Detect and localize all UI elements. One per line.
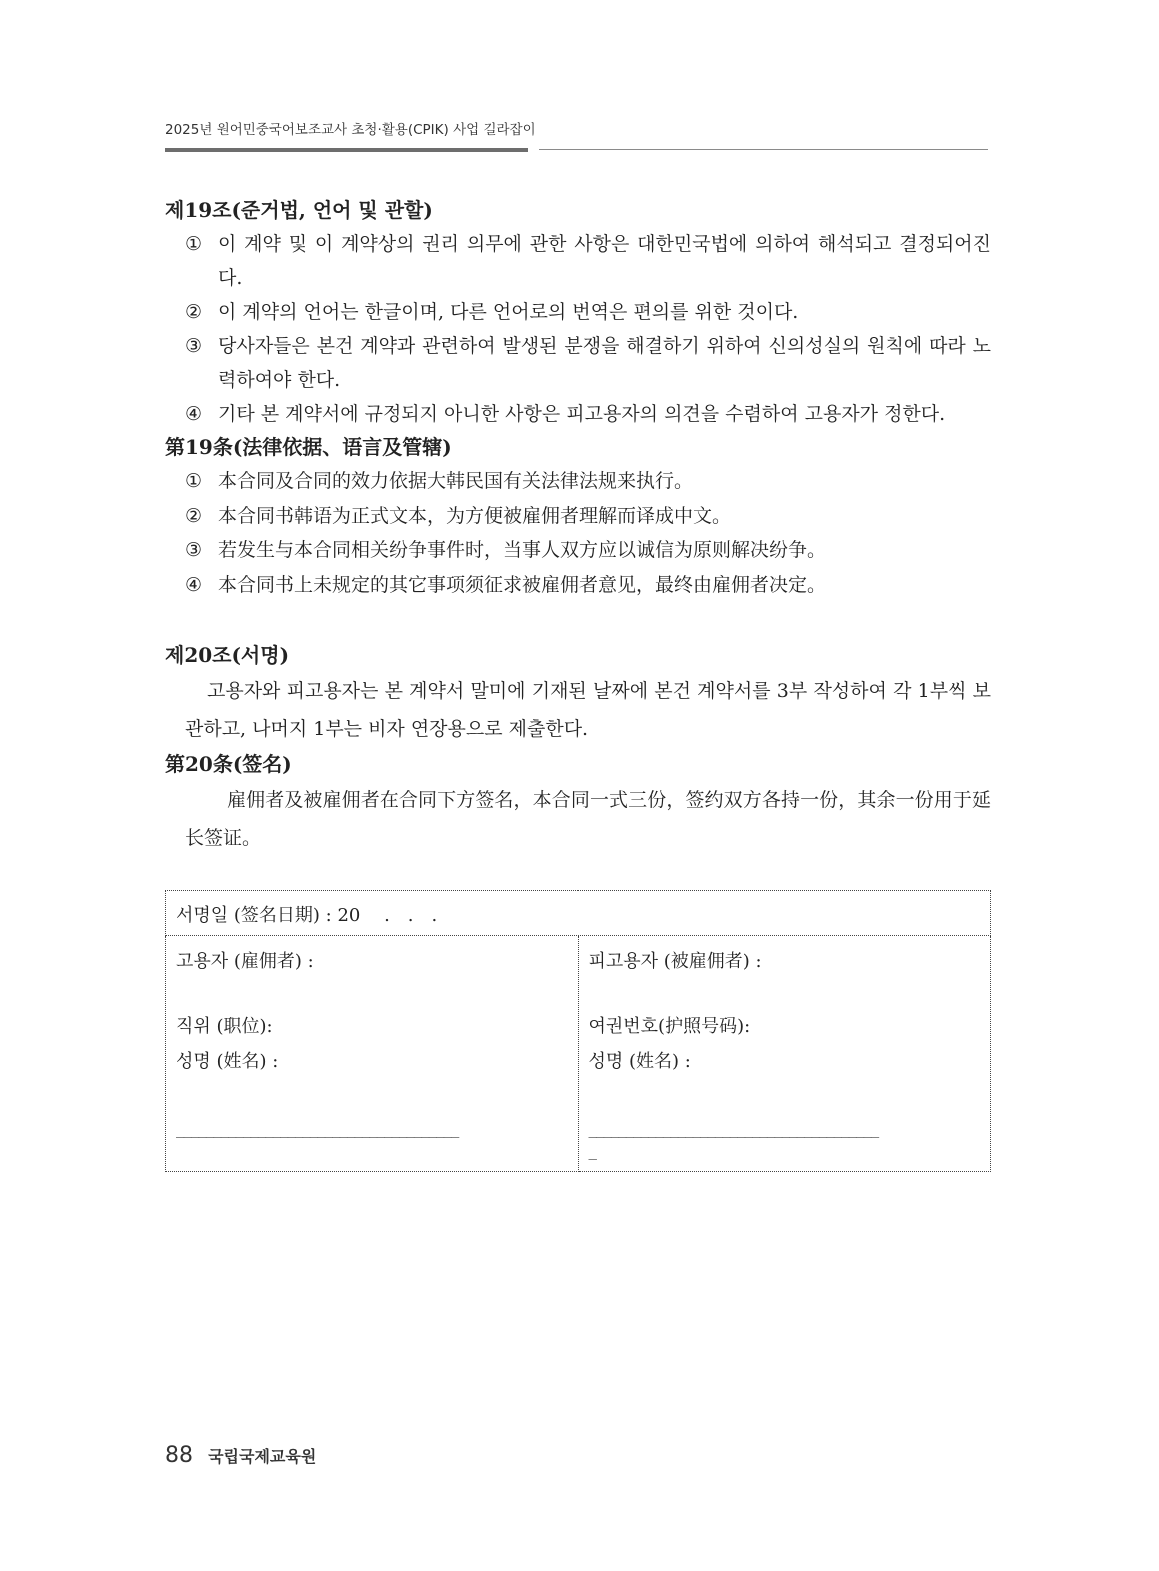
item-number: ③ — [185, 539, 203, 561]
employee-signature-line-overflow: _ — [588, 1144, 596, 1160]
item-number: ④ — [185, 403, 203, 425]
article20-zh-heading: 第20条(签名) — [165, 752, 292, 776]
employer-name: 성명 (姓名) : — [176, 1051, 279, 1072]
item-number: ① — [185, 470, 203, 492]
article19-ko-item — [165, 397, 991, 431]
item-text: 本合同书上未规定的其它事项须征求被雇佣者意见，最终由雇佣者决定。 — [218, 573, 827, 596]
item-text: 本合同书韩语为正式文本，为方便被雇佣者理解而译成中文。 — [218, 504, 732, 527]
article19-ko-item — [165, 295, 991, 329]
article19-zh-item — [165, 568, 991, 603]
employee-signature-line: _______________________________________ — [588, 1122, 879, 1138]
article19-zh-item — [165, 464, 991, 499]
employee-signature-cell — [578, 936, 991, 1172]
employer-label: 고용자 (雇佣者) : — [176, 951, 314, 972]
article19-zh-item — [165, 499, 991, 534]
employer-signature-line: ______________________________________ — [176, 1122, 459, 1138]
article20-ko-heading: 제20조(서명) — [165, 643, 290, 667]
item-text: 이 계약의 언어는 한글이며, 다른 언어로의 번역은 편의를 위한 것이다. — [218, 301, 799, 323]
header-rule-thin — [539, 149, 988, 150]
employee-label: 피고용자 (被雇佣者) : — [588, 951, 762, 972]
item-text: 당사자들은 본건 계약과 관련하여 발생된 분쟁을 해결하기 위하여 신의성실의 원칙에 따라 노력하여야 한다. — [218, 335, 991, 391]
item-number: ③ — [185, 335, 203, 357]
employee-name: 성명 (姓名) : — [588, 1051, 691, 1072]
employee-passport: 여권번호(护照号码): — [588, 1016, 751, 1037]
item-number: ② — [185, 504, 203, 527]
header-rule-thick — [165, 148, 528, 152]
item-number: ② — [185, 301, 203, 323]
article19-ko-heading: 제19조(준거법, 언어 및 관할) — [165, 198, 433, 222]
employer-signature-cell — [166, 936, 579, 1172]
page-footer — [165, 1443, 316, 1468]
spacer — [589, 979, 981, 1009]
article20-ko-text: 고용자와 피고용자는 본 계약서 말미에 기재된 날짜에 본건 계약서를 3부 작성하여 각 1부씩 보관하고, 나머지 1부는 비자 연장용으로 제출한다. — [185, 680, 991, 740]
item-number: ① — [185, 233, 203, 255]
item-text: 기타 본 계약서에 규정되지 아니한 사항은 피고용자의 의견을 수렴하여 고용자가 정한다. — [218, 403, 946, 425]
footer-organization: 국립국제교육원 — [208, 1447, 317, 1466]
article19-zh-heading: 第19条(法律依据、语言及管辖) — [165, 435, 452, 459]
page-number: 88 — [165, 1443, 193, 1468]
item-text: 本合同及合同的效力依据大韩民国有关法律法规来执行。 — [218, 470, 694, 492]
article20-zh-text: 雇佣者及被雇佣者在合同下方签名，本合同一式三份，签约双方各持一份，其余一份用于延长签证。 — [185, 789, 991, 849]
signature-table — [165, 890, 991, 1172]
article19-zh-item — [165, 533, 991, 568]
employer-position: 직위 (职位): — [176, 1016, 273, 1037]
article19-ko-item — [165, 227, 991, 295]
signature-date-label: 서명일 (签名日期) : 20 . . . — [176, 905, 438, 926]
item-text: 이 계약 및 이 계약상의 권리 의무에 관한 사항은 대한민국법에 의하여 해석되고 결정되어진다. — [218, 233, 991, 289]
item-number: ④ — [185, 573, 203, 596]
spacer — [176, 979, 568, 1009]
page-header — [165, 118, 988, 138]
section-gap — [165, 602, 991, 639]
article19-ko-item — [165, 329, 991, 397]
signature-date-cell — [166, 891, 991, 936]
item-text: 若发生与本合同相关纷争事件时，当事人双方应以诚信为原则解决纷争。 — [218, 539, 827, 561]
header-title: 2025년 원어민중국어보조교사 초청·활용(CPIK) 사업 길라잡이 — [165, 122, 536, 138]
document-body — [165, 194, 991, 857]
